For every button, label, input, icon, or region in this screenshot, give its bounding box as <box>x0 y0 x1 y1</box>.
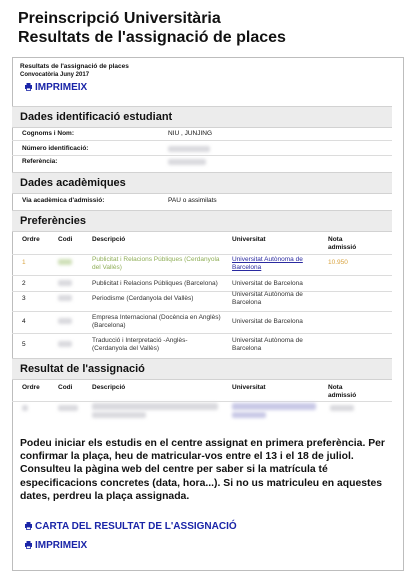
pref-4-desc: Empresa Internacional (Docència en Anglès) (Barcelona) <box>92 314 221 329</box>
redacted-code <box>58 280 72 286</box>
res-col-descripcio: Descripció <box>92 384 126 391</box>
redacted-code <box>58 405 78 411</box>
divider <box>12 291 392 292</box>
pref-4-univ: Universitat de Barcelona <box>232 318 303 325</box>
name-value: NIU , JUNJING <box>168 130 213 137</box>
pref-1-desc: Publicitat i Relacions Públiques (Cerdanyola del Vallès) <box>92 256 220 271</box>
res-col-nota: Nota admissió <box>328 384 357 399</box>
page-title: Preinscripció Universitària <box>18 10 221 27</box>
pref-col-ordre: Ordre <box>22 236 40 243</box>
pref-2-ordre: 2 <box>22 280 26 287</box>
res-col-universitat: Universitat <box>232 384 266 391</box>
name-label: Cognoms i Nom: <box>22 130 74 137</box>
via-value: PAU o assimilats <box>168 197 217 204</box>
redacted-desc <box>92 412 146 418</box>
box-title: Resultats de l'assignació de places <box>20 63 129 70</box>
imprimeix-label-top: IMPRIMEIX <box>35 82 88 93</box>
print-icon <box>24 540 33 549</box>
section-result-title: Resultat de l'assignació <box>20 363 145 375</box>
print-icon <box>24 521 33 530</box>
divider <box>12 333 392 334</box>
pref-3-univ: Universitat Autònoma de Barcelona <box>232 291 303 306</box>
redacted-code <box>58 318 72 324</box>
pref-5-ordre: 5 <box>22 341 26 348</box>
info-paragraph: Podeu iniciar els estudis en el centre assignat en primera preferència. Per confirmar la plaça, heu de matricular-vos entre el 13 i el 18 de juliol. Consulteu la pàgina web del centre per saber si la matrícula té especificacions concretes (data, hora...). Si no us matriculeu en aquestes dates, perdreu la plaça assignada. <box>20 438 385 502</box>
divider <box>12 254 392 255</box>
pref-1-ordre: 1 <box>22 259 26 266</box>
redacted-code <box>58 259 72 265</box>
imprimeix-label-bottom: IMPRIMEIX <box>35 540 88 551</box>
pref-2-desc: Publicitat i Relacions Públiques (Barcelona) <box>92 280 218 287</box>
pref-col-nota: Nota admissió <box>328 236 357 251</box>
carta-link[interactable] <box>24 521 237 532</box>
id-label: Número identificació: <box>22 145 89 152</box>
pref-1-nota: 10.950 <box>328 259 348 266</box>
pref-4-ordre: 4 <box>22 318 26 325</box>
divider <box>12 140 392 141</box>
redacted-ref <box>168 159 206 165</box>
ref-label: Referència: <box>22 158 58 165</box>
section-student <box>12 106 392 128</box>
redacted-code <box>58 341 72 347</box>
imprimeix-link-top[interactable] <box>24 82 87 93</box>
section-preferences <box>12 210 392 232</box>
redacted-nota <box>330 405 354 411</box>
pref-3-ordre: 3 <box>22 295 26 302</box>
divider <box>12 275 392 276</box>
pref-5-desc: Traducció i Interpretació -Anglès- (Cerdanyola del Vallès) <box>92 337 188 352</box>
section-academic-title: Dades acadèmiques <box>20 177 126 189</box>
divider <box>12 155 392 156</box>
res-col-codi: Codi <box>58 384 73 391</box>
imprimeix-link-bottom[interactable] <box>24 540 87 551</box>
pref-col-universitat: Universitat <box>232 236 266 243</box>
redacted-ordre <box>22 405 28 411</box>
redacted-code <box>58 295 72 301</box>
via-label: Via acadèmica d'admissió: <box>22 197 105 204</box>
pref-3-desc: Periodisme (Cerdanyola del Vallès) <box>92 295 194 302</box>
pref-5-univ: Universitat Autònoma de Barcelona <box>232 337 303 352</box>
redacted-univ <box>232 412 266 418</box>
convocatoria-label: Convocatòria Juny 2017 <box>20 72 90 78</box>
pref-col-descripcio: Descripció <box>92 236 126 243</box>
carta-link-label: CARTA DEL RESULTAT DE L'ASSIGNACIÓ <box>35 521 237 532</box>
pref-2-univ: Universitat de Barcelona <box>232 280 303 287</box>
section-student-title: Dades identificació estudiant <box>20 111 173 123</box>
page-subtitle: Resultats de l'assignació de places <box>18 29 286 46</box>
divider <box>12 401 392 402</box>
section-preferences-title: Preferències <box>20 215 87 227</box>
section-result <box>12 358 392 380</box>
section-academic <box>12 172 392 194</box>
redacted-desc <box>92 403 218 410</box>
redacted-id <box>168 146 210 152</box>
redacted-univ <box>232 403 316 410</box>
divider <box>12 311 392 312</box>
pref-col-codi: Codi <box>58 236 73 243</box>
res-col-ordre: Ordre <box>22 384 40 391</box>
pref-1-univ[interactable]: Universitat Autònoma de Barcelona <box>232 256 303 271</box>
print-icon <box>24 82 33 91</box>
